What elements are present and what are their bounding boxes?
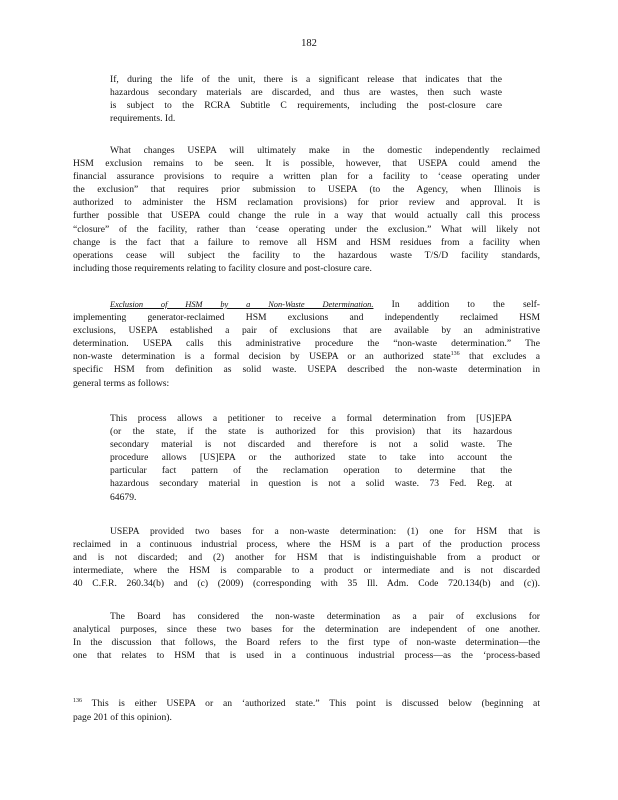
text-line: hazardous secondary material in question is not a solid waste. 73 Fed. Reg. at xyxy=(110,478,512,490)
text-line: hazardous secondary materials are discarded, and thus are wastes, then such waste xyxy=(110,87,502,99)
text-line xyxy=(73,350,540,363)
text-line: is subject to the RCRA Subtitle C requirements, including the post-closure care xyxy=(110,100,502,112)
text-line xyxy=(73,697,540,711)
text-line: page 201 of this opinion). xyxy=(73,711,172,723)
text-line: authorized to administer the HSM reclamation provisions) for prior review and approval. It is xyxy=(73,197,540,209)
text-line: “closure” of the facility, rather than ‘cease operating under the exclusion.” What will likely not xyxy=(73,223,540,235)
text-line: What changes USEPA will ultimately make in the domestic independently reclaimed xyxy=(110,145,540,156)
footnote-reference[interactable]: 136 xyxy=(450,351,460,358)
text-line: This process allows a petitioner to receive a formal determination from [US]EPA xyxy=(110,413,512,424)
paragraph-3 xyxy=(73,298,540,390)
text-line: In the discussion that follows, the Board refers to the first type of non-waste determination—the xyxy=(73,637,540,649)
text-span: This is either USEPA or an ‘authorized state.” This point is discussed below (beginning at xyxy=(91,698,540,709)
paragraph-1 xyxy=(110,73,502,125)
text-line: 40 C.F.R. 260.34(b) and (c) (2009) (corresponding with 35 Ill. Adm. Code 720.134(b) and (c)). xyxy=(73,578,540,590)
text-line: The Board has considered the non-waste determination as a pair of exclusions for xyxy=(110,611,540,622)
paragraph-5 xyxy=(73,610,540,662)
text-line: further possible that USEPA could change the rule in a way that would actually call this process xyxy=(73,210,540,222)
text-span: non-waste determination is a formal decision by USEPA or an authorized state xyxy=(73,351,451,363)
text-line: analytical purposes, since these two bases for the determination are independent of one another. xyxy=(73,624,540,636)
text-line: implementing generator-reclaimed HSM exclusions and independently reclaimed HSM xyxy=(73,312,540,324)
text-line: (or the state, if the state is authorized for this provision) that its hazardous xyxy=(110,426,512,438)
text-line: and is not discarded; and (2) another for HSM that is indistinguishable from a product or xyxy=(73,552,540,564)
text-line: the exclusion” that requires prior submission to USEPA (to the Agency, when Illinois is xyxy=(73,184,540,196)
text-span: that excludes a xyxy=(469,351,540,363)
text-line: financial assurance provisions to require a written plan for a facility to ‘cease operating under xyxy=(73,171,540,183)
text-span: In addition to the self- xyxy=(391,299,540,310)
footnote-number: 136 xyxy=(73,697,82,704)
text-line: one that relates to HSM that is used in a continuous industrial process—as the ‘process-based xyxy=(73,650,540,662)
text-line: determination. USEPA calls this administrative procedure the “non-waste determination.” The xyxy=(73,338,540,350)
paragraph-2 xyxy=(73,144,540,275)
paragraph-4 xyxy=(73,525,540,590)
text-line: change is the fact that a failure to remove all HSM and HSM residues from a facility when xyxy=(73,236,540,248)
text-line: intermediate, where the HSM is comparable to a product or intermediate and is not discarded xyxy=(73,565,540,577)
text-line: reclaimed in a continuous industrial process, where the HSM is a part of the production process xyxy=(73,539,540,551)
text-line: procedure allows [US]EPA or the authorized state to take into account the xyxy=(110,452,512,464)
text-line: specific HSM from definition as solid waste. USEPA described the non-waste determination in xyxy=(73,364,540,376)
text-line: 64679. xyxy=(110,491,137,503)
text-line: exclusions, USEPA established a pair of exclusions that are available by an administrative xyxy=(73,325,540,337)
page-number: 182 xyxy=(301,38,317,49)
text-line: operations cease will subject the facility to the hazardous waste T/S/D facility standards, xyxy=(73,249,540,261)
text-line: If, during the life of the unit, there is a significant release that indicates that the xyxy=(110,74,502,85)
text-line xyxy=(73,298,540,311)
text-line: general terms as follows: xyxy=(73,377,170,389)
text-line: HSM exclusion remains to be seen. It is possible, however, that USEPA could amend the xyxy=(73,158,540,170)
text-line: requirements. Id. xyxy=(110,113,176,125)
text-line: particular fact pattern of the reclamation operation to determine that the xyxy=(110,465,512,477)
block-quote xyxy=(110,412,512,504)
text-line: secondary material is not discarded and therefore is not a solid waste. The xyxy=(110,439,512,451)
text-line: including those requirements relating to facility closure and post-closure care. xyxy=(73,262,372,274)
text-line: USEPA provided two bases for a non-waste determination: (1) one for HSM that is xyxy=(110,526,540,537)
footnote xyxy=(73,697,540,724)
section-heading: Exclusion of HSM by a Non-Waste Determination. xyxy=(110,300,374,309)
